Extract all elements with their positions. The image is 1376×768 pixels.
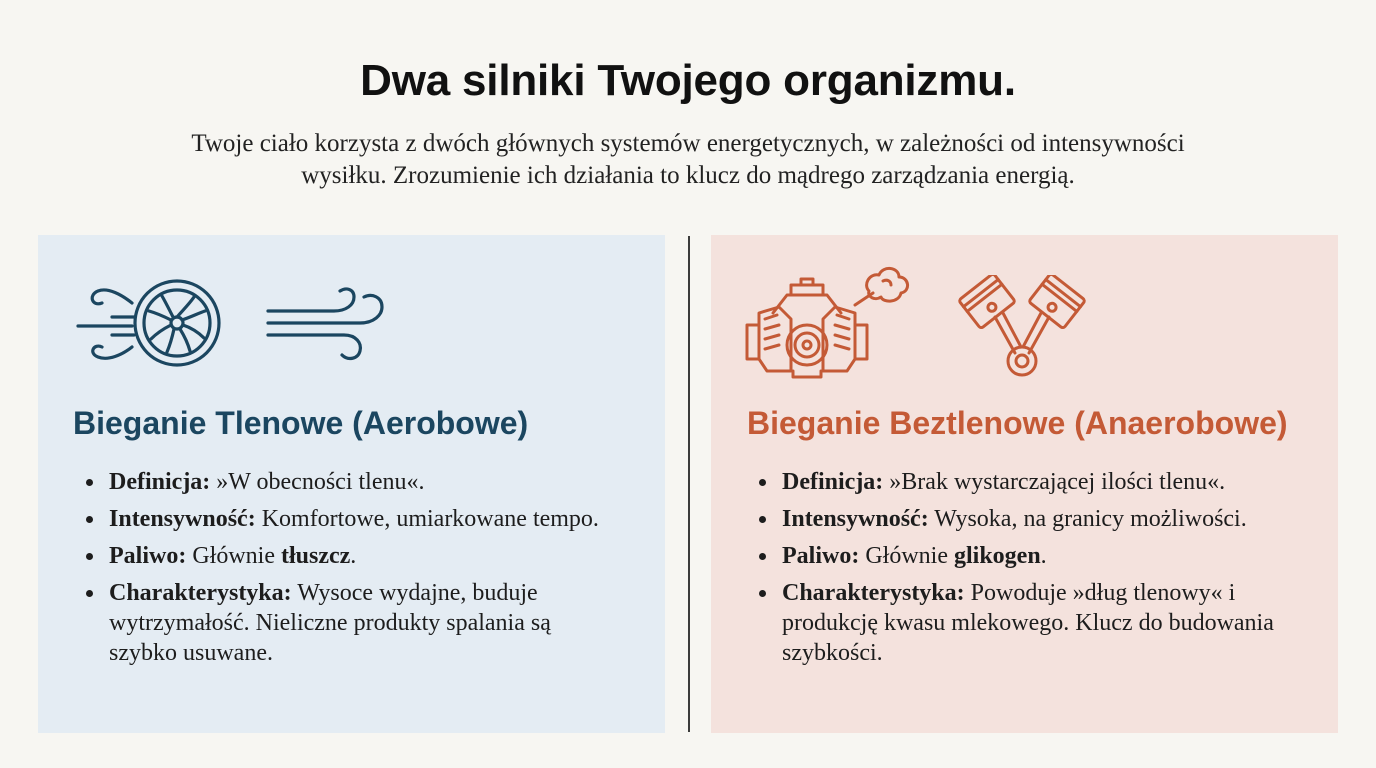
aerobic-card xyxy=(38,235,665,733)
engine-icon xyxy=(743,263,913,381)
list-item xyxy=(759,541,1279,571)
item-text: Głównie xyxy=(859,543,954,569)
anaerobic-list xyxy=(759,467,1279,675)
page-subtitle: Twoje ciało korzysta z dwóch głównych systemów energetycznych, w zależności od intensywności wysiłku. Zrozumienie ich działania to klucz do mądrego zarządzania energią. xyxy=(191,130,1185,189)
bullet-icon xyxy=(759,553,766,560)
page-title: Dwa silniki Twojego organizmu. xyxy=(360,56,1016,105)
list-item xyxy=(86,504,606,534)
item-label: Charakterystyka: xyxy=(782,580,965,606)
bullet-icon xyxy=(86,590,93,597)
item-text: Wysoka, na granicy możliwości. xyxy=(928,506,1247,532)
list-item xyxy=(759,504,1279,534)
aerobic-title: Bieganie Tlenowe (Aerobowe) xyxy=(73,405,529,441)
aerobic-list xyxy=(86,467,606,675)
anaerobic-card xyxy=(711,235,1338,733)
item-tail: . xyxy=(350,543,357,569)
list-item xyxy=(86,578,606,668)
pistons-icon xyxy=(955,275,1089,381)
bullet-icon xyxy=(86,516,93,523)
bullet-icon xyxy=(86,553,93,560)
list-item xyxy=(86,467,606,497)
item-label: Intensywność: xyxy=(109,506,256,532)
bullet-icon xyxy=(759,479,766,486)
bullet-icon xyxy=(759,590,766,597)
list-item xyxy=(86,541,606,571)
item-text: Powoduje »dług tlenowy« i produkcję kwasu mlekowego. Klucz do budowania szybkości. xyxy=(782,580,1274,666)
item-label: Charakterystyka: xyxy=(109,580,292,606)
item-text: »Brak wystarczającej ilości tlenu«. xyxy=(883,469,1226,495)
turbine-fan-icon xyxy=(72,273,222,369)
item-text: Głównie xyxy=(186,543,281,569)
item-text: Wysoce wydajne, buduje wytrzymałość. Nieliczne produkty spalania są szybko usuwane. xyxy=(109,580,551,666)
item-text: Komfortowe, umiarkowane tempo. xyxy=(255,506,599,532)
bullet-icon xyxy=(86,479,93,486)
item-label: Intensywność: xyxy=(782,506,929,532)
divider xyxy=(688,236,690,732)
item-label: Paliwo: xyxy=(109,543,187,569)
wind-icon xyxy=(264,285,386,365)
item-label: Paliwo: xyxy=(782,543,860,569)
item-tail: . xyxy=(1040,543,1047,569)
item-label: Definicja: xyxy=(109,469,211,495)
item-emphasis: tłuszcz xyxy=(280,543,351,569)
anaerobic-title: Bieganie Beztlenowe (Anaerobowe) xyxy=(747,405,1288,441)
list-item xyxy=(759,578,1279,668)
item-emphasis: glikogen xyxy=(953,543,1041,569)
list-item xyxy=(759,467,1279,497)
item-label: Definicja: xyxy=(782,469,884,495)
item-text: »W obecności tlenu«. xyxy=(210,469,425,495)
bullet-icon xyxy=(759,516,766,523)
